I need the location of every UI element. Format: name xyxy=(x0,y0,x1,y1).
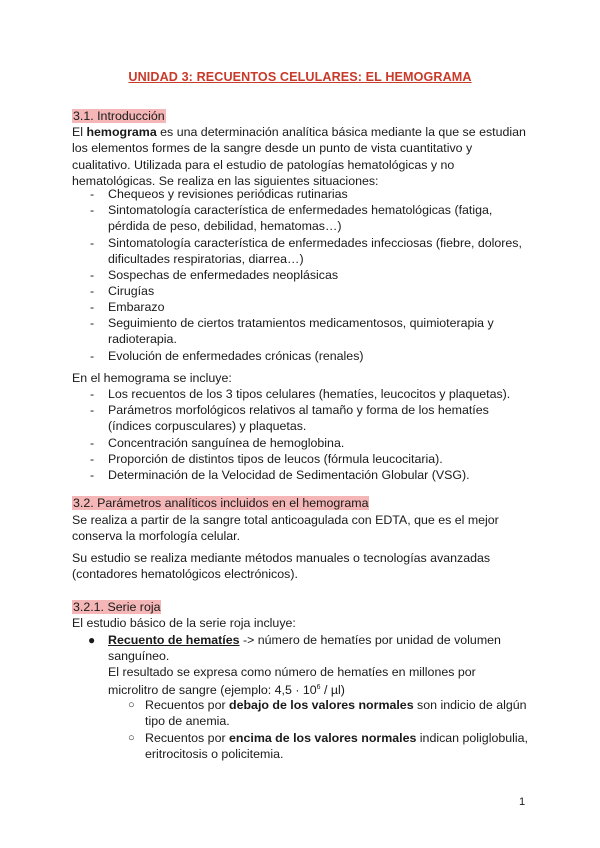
list-item: Cirugías xyxy=(108,284,155,298)
parametros-paragraph-1: Se realiza a partir de la sangre total anticoagulada con EDTA, que es el mejor conserva la morfología celular. xyxy=(72,513,499,544)
list-item: Sospechas de enfermedades neoplásicas xyxy=(108,268,339,282)
dash-marker: - xyxy=(90,300,95,314)
page-number: 1 xyxy=(519,796,526,808)
section-heading-serie-roja: 3.2.1. Serie roja xyxy=(73,600,161,614)
dash-marker: - xyxy=(90,403,95,417)
dash-marker: - xyxy=(90,452,95,466)
dash-marker: - xyxy=(90,203,95,217)
sub-item-below-normal: Recuentos por debajo de los valores normales son indicio de algún tipo de anemia. xyxy=(145,698,527,729)
recuento-hematies-item: Recuento de hematíes -> número de hematíes por unidad de volumen sanguíneo. xyxy=(108,633,501,664)
section-heading-intro: 3.1. Introducción xyxy=(73,109,165,123)
serie-roja-paragraph: El estudio básico de la serie roja incluye: xyxy=(72,616,296,630)
list-item: Seguimiento de ciertos tratamientos medicamentosos, quimioterapia y radioterapia. xyxy=(108,316,494,347)
page-title: UNIDAD 3: RECUENTOS CELULARES: EL HEMOGRAMA xyxy=(128,70,472,84)
section-heading-parametros: 3.2. Parámetros analíticos incluidos en el hemograma xyxy=(73,496,369,510)
list-item: Parámetros morfológicos relativos al tamaño y forma de los hematíes (índices corpusculares) y plaquetas. xyxy=(108,403,489,434)
dash-marker: - xyxy=(90,236,95,250)
list-item: Los recuentos de los 3 tipos celulares (hematíes, leucocitos y plaquetas). xyxy=(108,387,511,401)
list-item: Evolución de enfermedades crónicas (renales) xyxy=(108,349,364,363)
dash-marker: - xyxy=(90,187,95,201)
bullet-icon: ● xyxy=(88,633,96,647)
list-item: Embarazo xyxy=(108,300,165,314)
dash-marker: - xyxy=(90,349,95,363)
list-item: Determinación de la Velocidad de Sedimentación Globular (VSG). xyxy=(108,468,470,482)
dash-marker: - xyxy=(90,316,95,330)
list-item: Proporción de distintos tipos de leucos (fórmula leucocitaria). xyxy=(108,452,443,466)
list-item: Concentración sanguínea de hemoglobina. xyxy=(108,436,345,450)
parametros-paragraph-2: Su estudio se realiza mediante métodos manuales o tecnologías avanzadas (contadores hematológicos electrónicos). xyxy=(72,551,491,582)
circle-bullet-icon: ○ xyxy=(128,732,135,744)
list-item: Sintomatología característica de enfermedades infecciosas (fiebre, dolores, dificultades respiratorias, diarrea…) xyxy=(108,236,522,267)
includes-intro: En el hemograma se incluye: xyxy=(72,371,232,385)
dash-marker: - xyxy=(90,284,95,298)
dash-marker: - xyxy=(90,436,95,450)
sub-item-above-normal: Recuentos por encima de los valores normales indican poliglobulia, eritrocitosis o policitemia. xyxy=(145,731,528,762)
dash-marker: - xyxy=(90,468,95,482)
list-item: Chequeos y revisiones periódicas rutinarias xyxy=(108,187,348,201)
dash-marker: - xyxy=(90,387,95,401)
dash-marker: - xyxy=(90,268,95,282)
list-item: Sintomatología característica de enfermedades hematológicas (fatiga, pérdida de peso, debilidad, hematomas…) xyxy=(108,203,493,234)
intro-paragraph: El hemograma es una determinación analítica básica mediante la que se estudian los elementos formes de la sangre desde un punto de vista cuantitativo y cualitativo. Utilizada para el estudio de patologías hematológicas y no hematológicas. Se realiza en las siguientes situaciones: xyxy=(72,125,526,188)
circle-bullet-icon: ○ xyxy=(128,699,135,711)
result-paragraph: El resultado se expresa como número de hematíes en millones por microlitro de sangre (ejemplo: $4,5 \cdot 10^6 / \mu l$) xyxy=(108,665,476,698)
